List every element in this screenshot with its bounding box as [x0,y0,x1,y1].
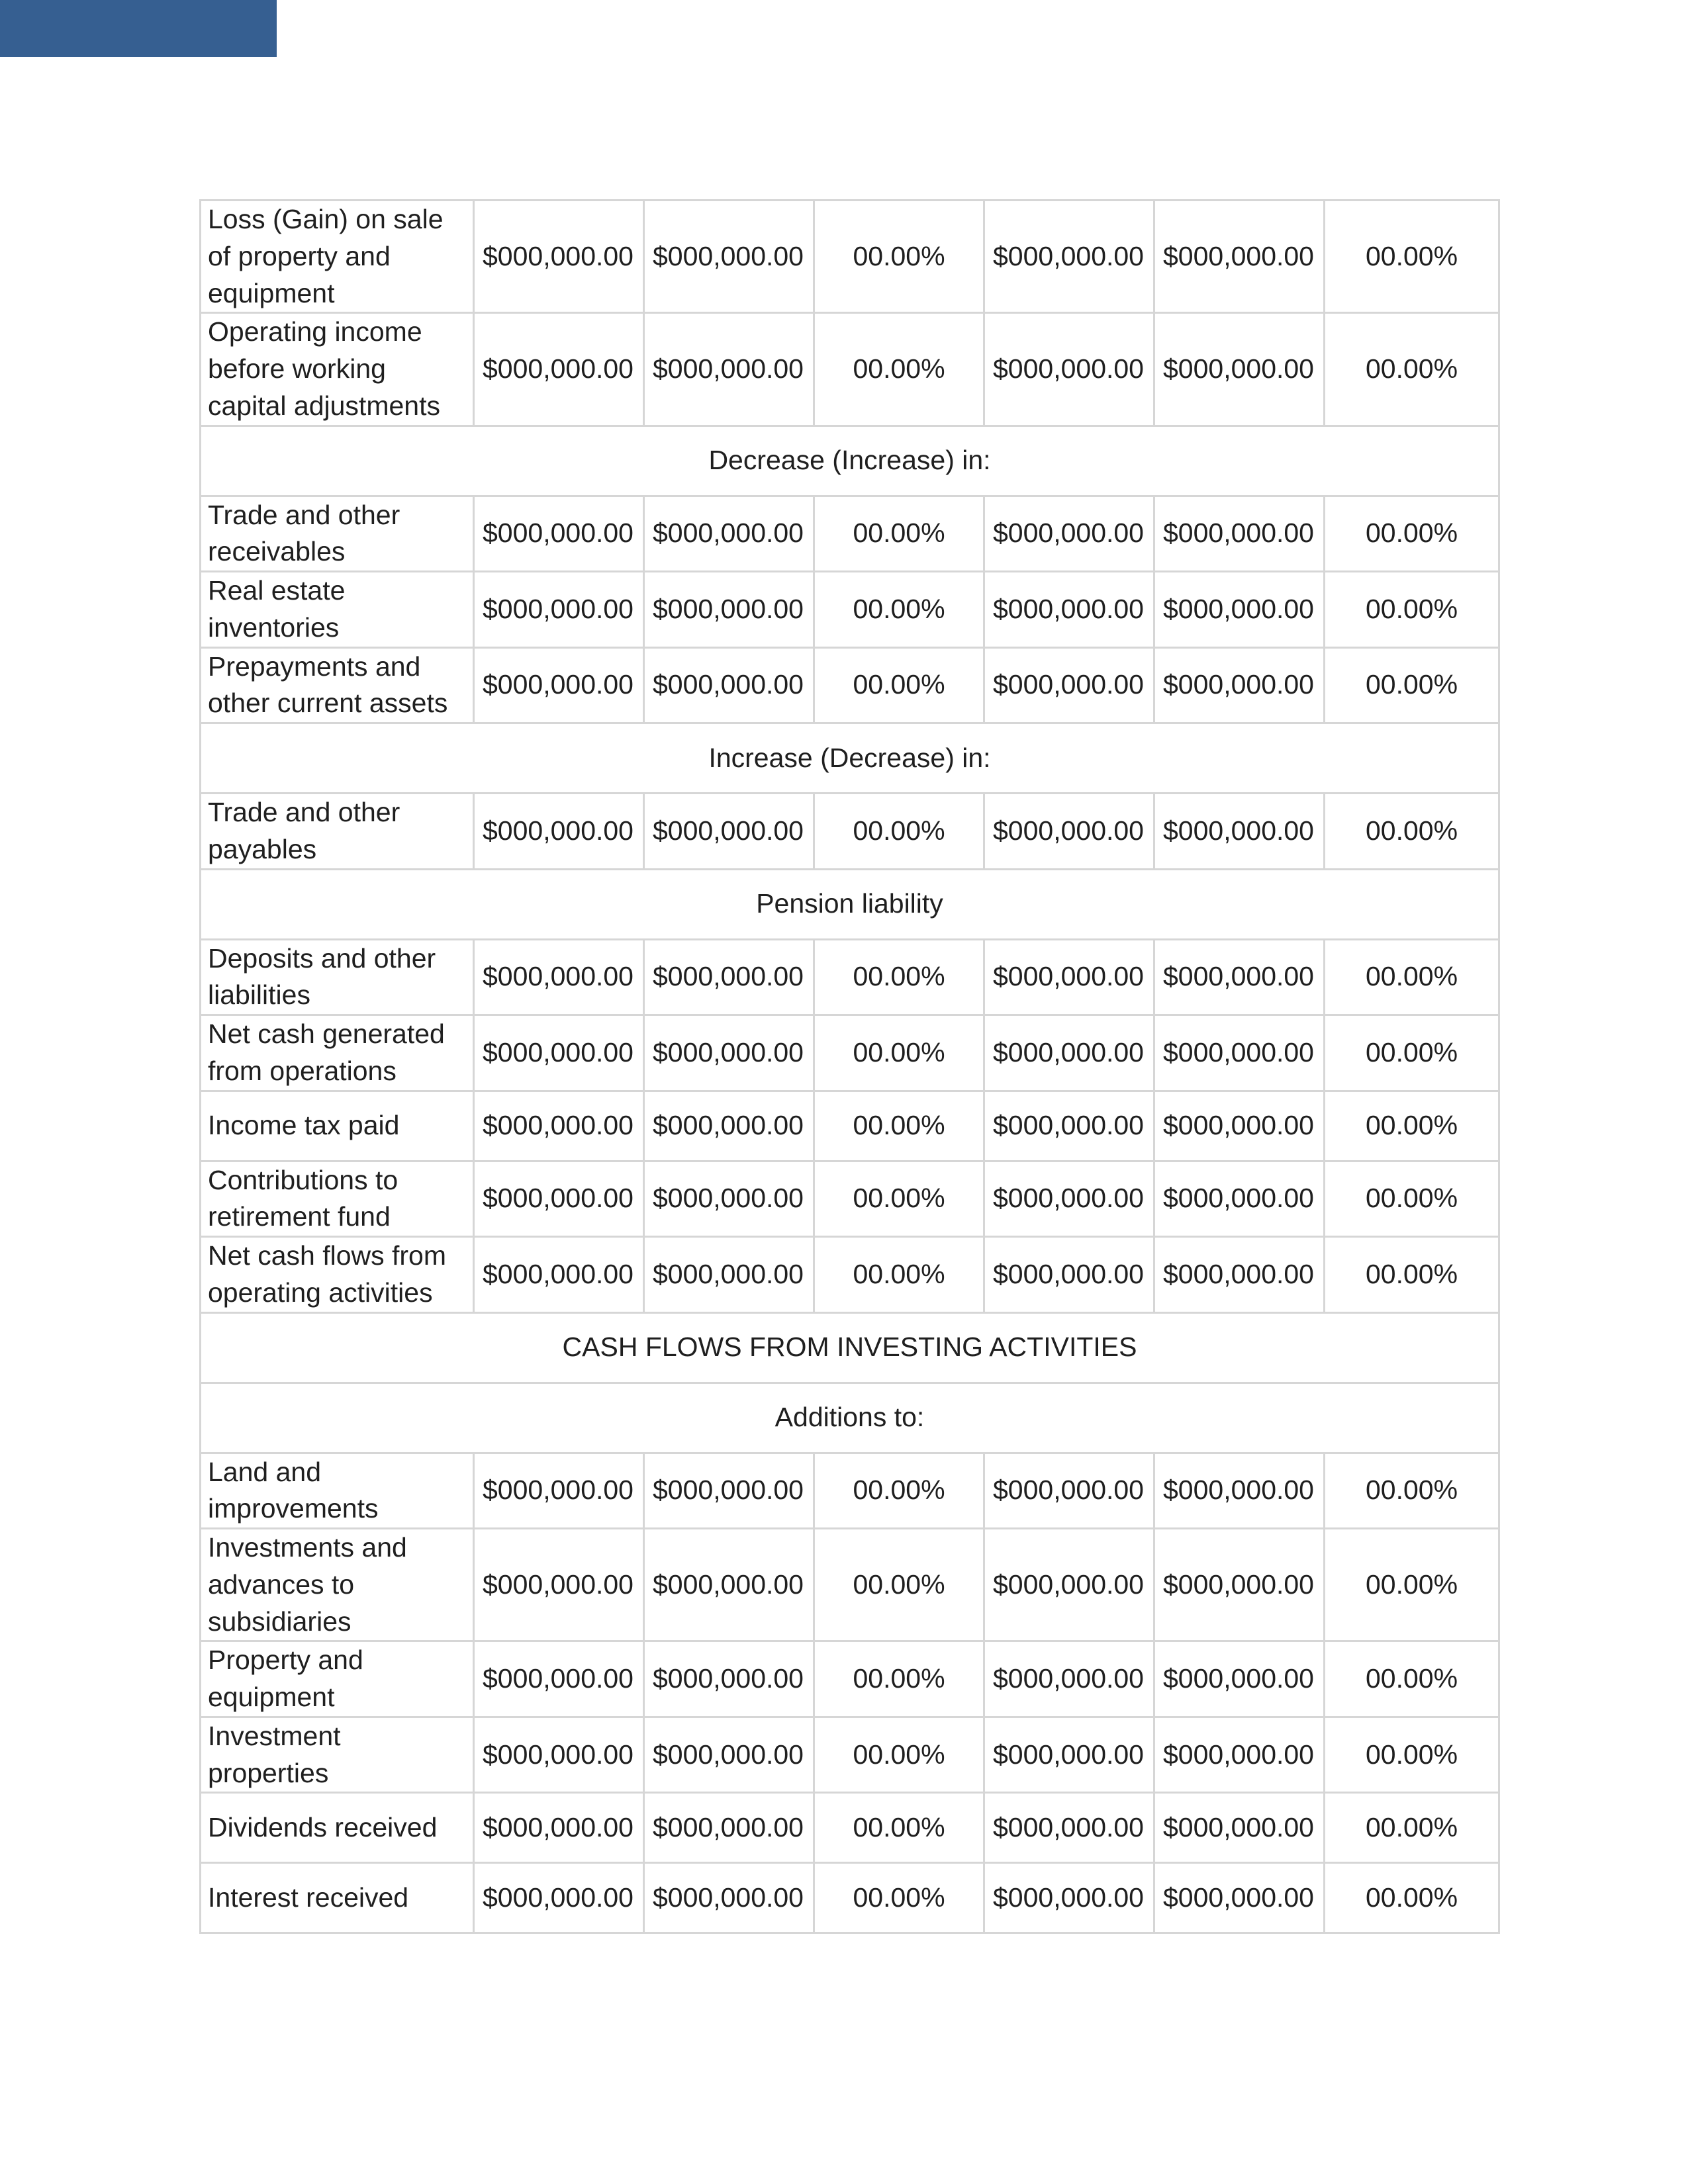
percent-cell: 00.00% [814,1863,984,1933]
percent-cell: 00.00% [1325,1529,1499,1641]
section-heading: Additions to: [201,1383,1499,1453]
amount-cell: $000,000.00 [1154,1237,1325,1313]
section-row [201,869,1499,939]
cash-flow-table [199,199,1500,1934]
table-row [201,1641,1499,1717]
amount-cell: $000,000.00 [474,794,644,870]
table-row [201,496,1499,572]
amount-cell: $000,000.00 [474,201,644,313]
percent-cell: 00.00% [814,647,984,723]
amount-cell: $000,000.00 [644,1161,814,1237]
amount-cell: $000,000.00 [984,1863,1154,1933]
amount-cell: $000,000.00 [1154,201,1325,313]
table-row [201,647,1499,723]
amount-cell: $000,000.00 [1154,1717,1325,1793]
table-row [201,1717,1499,1793]
amount-cell: $000,000.00 [1154,939,1325,1015]
row-label: Net cash generated from operations [201,1015,474,1091]
row-label: Trade and other payables [201,794,474,870]
amount-cell: $000,000.00 [644,939,814,1015]
amount-cell: $000,000.00 [984,1015,1154,1091]
amount-cell: $000,000.00 [474,647,644,723]
percent-cell: 00.00% [1325,794,1499,870]
percent-cell: 00.00% [1325,496,1499,572]
amount-cell: $000,000.00 [644,647,814,723]
amount-cell: $000,000.00 [474,1641,644,1717]
table-row [201,1237,1499,1313]
amount-cell: $000,000.00 [1154,572,1325,648]
amount-cell: $000,000.00 [474,572,644,648]
row-label: Property and equipment [201,1641,474,1717]
amount-cell: $000,000.00 [984,1237,1154,1313]
row-label: Contributions to retirement fund [201,1161,474,1237]
percent-cell: 00.00% [1325,1161,1499,1237]
amount-cell: $000,000.00 [644,1529,814,1641]
row-label: Deposits and other liabilities [201,939,474,1015]
row-label: Investment properties [201,1717,474,1793]
amount-cell: $000,000.00 [644,1015,814,1091]
amount-cell: $000,000.00 [1154,1863,1325,1933]
amount-cell: $000,000.00 [1154,794,1325,870]
percent-cell: 00.00% [814,572,984,648]
amount-cell: $000,000.00 [644,794,814,870]
amount-cell: $000,000.00 [1154,1015,1325,1091]
amount-cell: $000,000.00 [644,201,814,313]
row-label: Prepayments and other current assets [201,647,474,723]
amount-cell: $000,000.00 [474,1453,644,1529]
percent-cell: 00.00% [814,1015,984,1091]
amount-cell: $000,000.00 [474,1717,644,1793]
percent-cell: 00.00% [814,1453,984,1529]
amount-cell: $000,000.00 [474,1015,644,1091]
row-label: Investments and advances to subsidiaries [201,1529,474,1641]
table-row [201,1529,1499,1641]
table-row [201,1091,1499,1161]
amount-cell: $000,000.00 [474,1237,644,1313]
amount-cell: $000,000.00 [644,1717,814,1793]
amount-cell: $000,000.00 [644,313,814,426]
amount-cell: $000,000.00 [1154,1091,1325,1161]
amount-cell: $000,000.00 [984,1453,1154,1529]
amount-cell: $000,000.00 [984,794,1154,870]
header-accent-bar [0,0,277,57]
amount-cell: $000,000.00 [1154,1161,1325,1237]
percent-cell: 00.00% [1325,1015,1499,1091]
row-label: Dividends received [201,1793,474,1863]
percent-cell: 00.00% [814,1717,984,1793]
amount-cell: $000,000.00 [984,1717,1154,1793]
amount-cell: $000,000.00 [1154,496,1325,572]
table-row [201,1015,1499,1091]
percent-cell: 00.00% [814,201,984,313]
percent-cell: 00.00% [814,1793,984,1863]
amount-cell: $000,000.00 [474,939,644,1015]
percent-cell: 00.00% [814,1161,984,1237]
percent-cell: 00.00% [814,496,984,572]
amount-cell: $000,000.00 [644,1793,814,1863]
percent-cell: 00.00% [1325,647,1499,723]
amount-cell: $000,000.00 [984,572,1154,648]
percent-cell: 00.00% [814,1237,984,1313]
section-row [201,723,1499,794]
amount-cell: $000,000.00 [984,1091,1154,1161]
row-label: Income tax paid [201,1091,474,1161]
amount-cell: $000,000.00 [1154,647,1325,723]
percent-cell: 00.00% [814,1529,984,1641]
table-row [201,1161,1499,1237]
amount-cell: $000,000.00 [474,1091,644,1161]
percent-cell: 00.00% [1325,313,1499,426]
percent-cell: 00.00% [1325,1091,1499,1161]
percent-cell: 00.00% [1325,201,1499,313]
row-label: Real estate inventories [201,572,474,648]
amount-cell: $000,000.00 [984,313,1154,426]
amount-cell: $000,000.00 [984,1161,1154,1237]
percent-cell: 00.00% [1325,1237,1499,1313]
amount-cell: $000,000.00 [644,1863,814,1933]
percent-cell: 00.00% [814,1641,984,1717]
percent-cell: 00.00% [814,939,984,1015]
section-heading: CASH FLOWS FROM INVESTING ACTIVITIES [201,1312,1499,1383]
amount-cell: $000,000.00 [474,1863,644,1933]
amount-cell: $000,000.00 [644,1091,814,1161]
amount-cell: $000,000.00 [1154,1529,1325,1641]
amount-cell: $000,000.00 [644,1641,814,1717]
section-row [201,1312,1499,1383]
amount-cell: $000,000.00 [984,201,1154,313]
section-heading: Decrease (Increase) in: [201,426,1499,496]
table-row [201,1863,1499,1933]
percent-cell: 00.00% [1325,1641,1499,1717]
amount-cell: $000,000.00 [984,496,1154,572]
amount-cell: $000,000.00 [1154,313,1325,426]
amount-cell: $000,000.00 [474,1161,644,1237]
section-heading: Increase (Decrease) in: [201,723,1499,794]
row-label: Interest received [201,1863,474,1933]
table-row [201,572,1499,648]
amount-cell: $000,000.00 [474,1529,644,1641]
amount-cell: $000,000.00 [474,496,644,572]
percent-cell: 00.00% [814,1091,984,1161]
amount-cell: $000,000.00 [1154,1453,1325,1529]
amount-cell: $000,000.00 [474,1793,644,1863]
amount-cell: $000,000.00 [644,1237,814,1313]
percent-cell: 00.00% [814,794,984,870]
amount-cell: $000,000.00 [644,496,814,572]
table-row [201,1453,1499,1529]
percent-cell: 00.00% [1325,1453,1499,1529]
amount-cell: $000,000.00 [644,572,814,648]
percent-cell: 00.00% [814,313,984,426]
percent-cell: 00.00% [1325,939,1499,1015]
row-label: Trade and other receivables [201,496,474,572]
percent-cell: 00.00% [1325,572,1499,648]
section-row [201,426,1499,496]
amount-cell: $000,000.00 [1154,1793,1325,1863]
table-row [201,1793,1499,1863]
table-row [201,939,1499,1015]
row-label: Land and improvements [201,1453,474,1529]
amount-cell: $000,000.00 [1154,1641,1325,1717]
amount-cell: $000,000.00 [984,1793,1154,1863]
table-row [201,313,1499,426]
section-heading: Pension liability [201,869,1499,939]
row-label: Loss (Gain) on sale of property and equipment [201,201,474,313]
amount-cell: $000,000.00 [984,939,1154,1015]
amount-cell: $000,000.00 [984,1641,1154,1717]
row-label: Operating income before working capital adjustments [201,313,474,426]
percent-cell: 00.00% [1325,1793,1499,1863]
amount-cell: $000,000.00 [474,313,644,426]
row-label: Net cash flows from operating activities [201,1237,474,1313]
percent-cell: 00.00% [1325,1717,1499,1793]
table-row [201,794,1499,870]
table-row [201,201,1499,313]
section-row [201,1383,1499,1453]
amount-cell: $000,000.00 [984,1529,1154,1641]
amount-cell: $000,000.00 [984,647,1154,723]
amount-cell: $000,000.00 [644,1453,814,1529]
percent-cell: 00.00% [1325,1863,1499,1933]
